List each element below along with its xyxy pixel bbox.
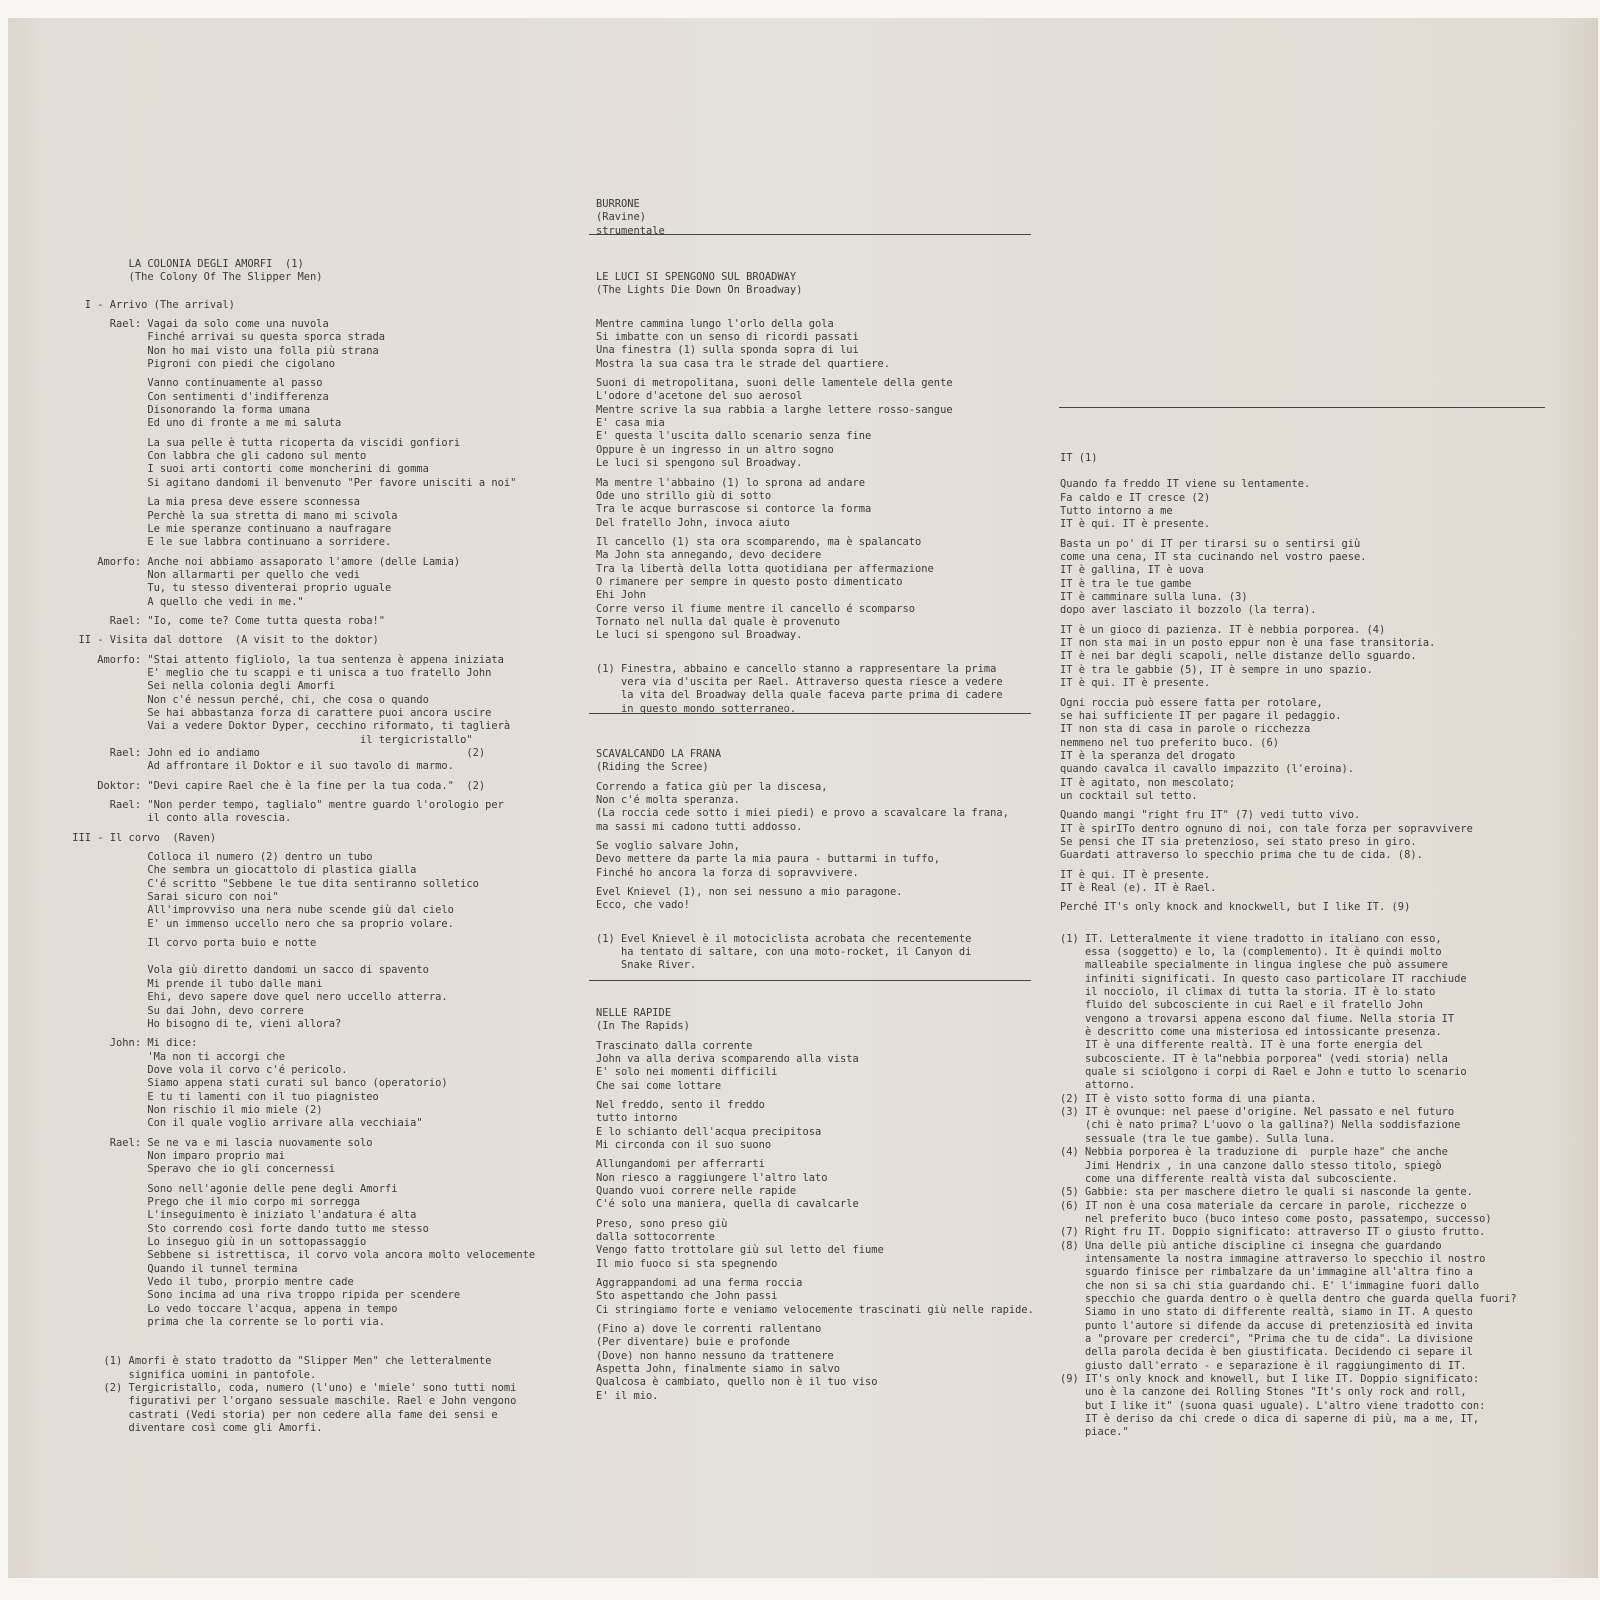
lyric-line: L'odore d'acetone del suo aerosol [596,390,803,403]
lyric-line: Trascinato dalla corrente [596,1039,753,1052]
section-title: (In The Rapids) [596,1020,690,1033]
spacer [596,913,1034,933]
lyric-line: Ho bisogno di te, vieni allora? [66,1017,342,1030]
lyric-line: Amorfo: "Stai attento figliolo, la tua sentenza è appena iniziata [66,653,504,666]
lyric-line: Vedo il tubo, prorpio mentre cade [66,1276,354,1289]
footnote: (chi è nato prima? L'uovo o la gallina?) Nella soddisfazione [1060,1119,1461,1132]
footnote: è descritto come una misteriosa ed intossicante presenza. [1060,1026,1442,1039]
spacer [596,973,1034,1007]
lyric-line: Mentre cammina lungo l'orlo della gola [596,317,834,330]
lyric-line: E' solo nei momenti difficili [596,1066,778,1079]
lyric-line: IT è spirITo dentro ognuno di noi, con tale forza per sopravvivere [1060,822,1473,835]
lyric-line: IT è Real (e). IT è Rael. [1060,881,1217,894]
lyric-line: La mia presa deve essere sconnessa [66,496,361,509]
lyric-line: Che sai come lottare [596,1079,722,1092]
lyric-line: Si agitano dandomi il benvenuto "Per favore unisciti a noi" [66,476,517,489]
footnote: quale si sciolgono i corpi di Rael e John e tutto lo scenario [1060,1066,1467,1079]
footnote: vengono a trovarsi appena escono dal fiume. Nella storia IT [1060,1012,1455,1025]
footnote: sguardo finisce per rimbalzare da un'immagine all'altra fino a [1060,1266,1473,1279]
footnote: but I like it" (suona quasi uguale). L'altro viene tradotto con: [1060,1399,1486,1412]
lyric-line: Doktor: "Devi capire Rael che è la fine per la tua coda." (2) [66,779,486,792]
lyric-line: Vanno continuamente al passo [66,377,323,390]
lyric-line: (Fino a) dove le correnti rallentano [596,1323,822,1336]
footnote: (4) Nebbia porporea è la traduzione di purple haze" che anche [1060,1146,1448,1159]
lyric-line: Aggrappandomi ad una ferma roccia [596,1277,803,1289]
footnote: (9) IT's only knock and knowell, but I like IT. Doppio significato: [1060,1373,1480,1385]
lyric-line: Le luci si spengono sul Broadway. [596,629,803,642]
lyric-line: Ad affrontare il Doktor e il suo tavolo di marmo. [66,760,454,773]
lyric-line: Mi circonda con il suo suono [596,1138,772,1151]
lyric-line: Sarai sicuro con noi" [66,891,279,904]
lyric-line: Non ho mai visto una folla più strana [66,344,379,357]
lyric-line: Sei nella colonia degli Amorfi [66,680,335,693]
section-subtitle: (The Colony Of The Slipper Men) [66,271,323,284]
footnote: giusto dall'errato - e separazione è il raggiungimento di IT. [1060,1359,1467,1372]
footnote: (2) IT è visto sotto forma di una pianta. [1060,1092,1317,1105]
lyric-line: Ode uno strillo giù di sotto [596,489,772,502]
lyric-line: Quando fa freddo IT viene su lentamente. [1060,478,1311,491]
lyric-line: (La roccia cede sotto i miei piedi) e provo a scavalcare la frana, [596,807,1009,820]
lyric-line: dopo aver lasciato il bozzolo (la terra). [1060,604,1317,617]
lyric-line: Se voglio salvare John, [596,840,740,853]
footnote: Snake River. [596,959,697,972]
footnote: sessuale (tra le tue gambe). Sulla luna. [1060,1132,1336,1145]
lyric-line: Tornato nel nulla dal quale è provenuto [596,615,840,628]
footnote: in questo mondo sotterraneo. [596,702,797,715]
lyric-line: Nel freddo, sento il freddo [596,1098,765,1111]
lyric-line: Tra le acque burrascose si contorce la forma [596,503,872,516]
section-title: IT (1) [1060,452,1098,464]
lyric-line: Tra la libertà della lotta quotidiana per affermazione [596,562,934,575]
divider [1059,407,1545,408]
footnote: significa uomini in pantofole. [66,1368,317,1381]
lyric-line: Vola giù diretto dandomi un sacco di spavento [66,964,429,977]
lyric-line: Rael: Se ne va e mi lascia nuovamente solo [66,1136,373,1149]
part-heading: II - Visita dal dottore (A visit to the doktor) [66,634,379,647]
footnote: (1) Amorfi è stato tradotto da "Slipper Men" che letteralmente [66,1355,492,1368]
lyric-line: E' il mio. [596,1389,659,1402]
section-title: NELLE RAPIDE [596,1006,672,1019]
lyric-line: Non riesco a raggiungere l'altro lato [596,1171,828,1184]
lyric-line: Fa caldo e IT cresce (2) [1060,491,1211,504]
lyric-line: Vai a vedere Doktor Dyper, cecchino riformato, ti taglierà [66,720,511,733]
spacer [596,298,1034,318]
lyric-line: C'é solo una maniera, quella di cavalcarle [596,1198,859,1211]
lyric-line: (Per diventare) buie e profonde [596,1336,790,1349]
lyric-sheet [8,18,1598,1578]
lyric-line: Mostra la sua casa tra le strade del quartiere. [596,357,891,370]
lyric-line: Se hai abbastanza forza di carattere puoi ancora uscire [66,706,492,719]
footnote: figurativi per l'organo sessuale maschile. Rael e John vengono [66,1395,517,1408]
lyric-line: Ed uno di fronte a me mi saluta [66,417,342,430]
lyric-line: IT è qui. IT è presente. [1060,868,1211,881]
part-heading: III - Il corvo (Raven) [66,831,217,844]
lyric-line: IT è qui. IT è presente. [1060,518,1211,531]
footnote: della parola decida è ben giustificata. Decidendo ci separe il [1060,1346,1473,1359]
lyric-line: Evel Knievel (1), non sei nessuno a mio paragone. [596,886,903,899]
footnote: subcosciente. IT è la"nebbia porporea" (vedi storia) nella [1060,1052,1448,1065]
column-it [1060,452,1517,1440]
lyric-line: Ehi, devo sapere dove quel nero uccello atterra. [66,991,448,1004]
lyric-line: Dove vola il corvo c'é pericolo. [66,1063,348,1076]
lyric-line: Ma mentre l'abbaino (1) lo sprona ad andare [596,476,865,489]
spacer [596,238,1034,271]
footnote: il nocciolo, il climax di tutta la storia. IT è lo stato [1060,986,1436,999]
footnote: castrati (Vedi storia) per non cedere alla fame dei sensi e [66,1408,498,1421]
lyric-line: Il corvo porta buio e notte [66,937,317,950]
lyric-line: All'improvviso una nera nube scende giù dal cielo [66,904,454,917]
lyric-line: Rael: "Io, come te? Come tutta questa roba!" [66,614,386,627]
lyric-line: Rael: John ed io andiamo (2) [66,747,486,759]
lyric-line: Vengo fatto trottolare giù sul letto del fiume [596,1244,884,1257]
column-broadway [596,198,1034,1403]
lyric-line: IT è camminare sulla luna. (3) [1060,591,1248,604]
lyric-line: IT è tra le gabbie (5), IT è sempre in uno spazio. [1060,663,1373,676]
footnote: malleabile specialmente in lingua inglese che può assumere [1060,959,1448,972]
lyric-line: Una finestra (1) sulla sponda sopra di lui [596,344,859,357]
lyric-line: Perchè la sua stretta di mano mi scivola [66,509,398,522]
footnote: (3) IT è ovunque: nel paese d'origine. Nel passato e nel futuro [1060,1106,1455,1119]
footnote: (1) IT. Letteralmente it viene tradotto in italiano con esso, [1060,932,1442,945]
lyric-line: Allungandomi per afferrarti [596,1158,765,1171]
lyric-line: il conto alla rovescia. [66,812,292,825]
lyric-line: Non c'é nessun perché, chi, che cosa o quando [66,693,429,706]
lyric-line: Finché arrivai su questa sporca strada [66,331,386,344]
lyric-line: Siamo appena stati curati sul banco (operatorio) [66,1077,448,1090]
section-title: (Ravine) [596,211,647,224]
lyric-line: 'Ma non ti accorgi che [66,1050,285,1063]
section-title: LE LUCI SI SPENGONO SUL BROADWAY [596,271,797,284]
spacer [66,285,535,299]
lyric-line: E le sue labbra continuano a sorridere. [66,536,392,549]
lyric-line: IT è qui. IT è presente. [1060,677,1211,690]
footnote: (7) Right fru IT. Doppio significato: attraverso IT o giusto frutto. [1060,1226,1486,1239]
lyric-line: O rimanere per sempre in questo posto dimenticato [596,575,903,588]
lyric-line: Le mie speranze continuano a naufragare [66,522,392,535]
lyric-line: IT è un gioco di pazienza. IT è nebbia porporea. (4) [1060,623,1386,636]
footnote: Jimi Hendrix , in una canzone dallo stesso titolo, spiegò [1060,1159,1442,1172]
footnote: essa (soggetto) e lo, la (complemento). It è quindi molto [1060,946,1442,958]
lyric-line: Del fratello John, invoca aiuto [596,516,790,529]
footnote: (6) IT non è una cosa materiale da cercare in parole, ricchezze o [1060,1199,1467,1212]
section-title: strumentale [596,224,665,237]
lyric-line: E' casa mia [596,417,665,430]
footnote: uno è la canzone dei Rolling Stones "It's only rock and roll, [1060,1386,1467,1399]
lyric-line: Non imparo proprio mai [66,1149,285,1162]
lyric-line: I suoi arti contorti come moncherini di gomma [66,463,429,476]
footnote: (1) Evel Knievel è il motociclista acrobata che recentemente [596,932,972,945]
section-title: LA COLONIA DEGLI AMORFI (1) [66,258,304,270]
footnote: come una differente realtà vista dal subcosciente. [1060,1172,1398,1185]
lyric-line: La sua pelle è tutta ricoperta da viscidi gonfiori [66,436,461,449]
lyric-line: IT non sta di casa in parole o ricchezza [1060,723,1311,736]
lyric-line: dalla sottocorrente [596,1230,715,1243]
lyric-line: nemmeno nel tuo preferito buco. (6) [1060,736,1279,749]
lyric-line: ma sassi mi cadono tutti addosso. [596,820,803,833]
lyric-line: Guardati attraverso lo specchio prima che tu de cida. (8). [1060,849,1423,862]
footnote: (1) Finestra, abbaino e cancello stanno a rappresentare la prima [596,662,997,675]
lyric-line: prima che la corrente se lo porti via. [66,1316,386,1329]
lyric-line: Non c'é molta speranza. [596,794,740,807]
spacer [66,950,535,964]
lyric-line: Che sembra un giocattolo di plastica gialla [66,864,417,877]
lyric-line: Aspetta John, finalmente siamo in salvo [596,1363,840,1376]
lyric-line: Devo mettere da parte la mia paura - buttarmi in tuffo, [596,853,941,866]
section-title: (The Lights Die Down On Broadway) [596,284,803,297]
footnote: infiniti significati. In questo caso particolare IT racchiude [1060,972,1467,985]
lyric-line: Qualcosa è cambiato, quello non è il tuo viso [596,1376,878,1389]
lyric-line: Sto correndo così forte dando tutto me stesso [66,1222,429,1235]
lyric-line: Disonorando la forma umana [66,404,310,417]
footnote: a "provare per crederci", "Prima che tu de cida". La divisione [1060,1332,1473,1345]
lyric-line: Ogni roccia può essere fatta per rotolare, [1060,696,1323,709]
lyric-line: IT è agitato, non mescolato; [1060,776,1236,789]
lyric-line: IT non sta mai in un posto eppur non è una fase transitoria. [1060,637,1436,650]
lyric-line: Amorfo: Anche noi abbiamo assaporato l'amore (delle Lamia) [66,555,461,568]
footnote: IT è una differente realtà. IT è una forte energia del [1060,1039,1423,1052]
lyric-line: Tu, tu stesso diventerai proprio uguale [66,582,392,595]
spacer [1060,915,1517,933]
footnote: vera via d'uscita per Rael. Attraverso questa riesce a vedere [596,675,1003,688]
column-colonia-amorfi [66,258,535,1435]
lyric-line: il tergicristallo" [66,733,473,746]
lyric-line: Non rischio il mio miele (2) [66,1103,323,1116]
lyric-line: Sebbene si istrettisca, il corvo vola ancora molto velocemente [66,1249,536,1262]
lyric-line: Speravo che io gli concernessi [66,1163,335,1176]
spacer [66,1329,535,1355]
lyric-line: Correndo a fatica giù per la discesa, [596,780,828,793]
lyric-line: Se pensi che IT sia pretenzioso, sei stato preso in giro. [1060,835,1417,848]
lyric-line: John: Mi dice: [66,1037,198,1050]
lyric-line: Il mio fuoco si sta spegnendo [596,1257,778,1270]
lyric-line: L'inseguimento è iniziato l'andatura é alta [66,1209,417,1222]
lyric-line: (Dove) non hanno nessuno da trattenere [596,1349,834,1362]
section-title: BURRONE [596,198,640,210]
lyric-line: E lo schianto dell'acqua precipitosa [596,1125,822,1138]
footnote: fluido del subcosciente in cui Rael e il fratello John [1060,999,1423,1012]
lyric-line: Oppure è un ingresso in un altro sogno [596,443,834,456]
footnote: (8) Una delle più antiche discipline ci insegna che guardando [1060,1239,1442,1252]
lyric-line: IT è tra le tue gambe [1060,577,1192,590]
lyric-line: C'é scritto "Sebbene le tue dita sentiranno solletico [66,877,479,890]
lyric-line: Mi prende il tubo dalle mani [66,977,323,990]
lyric-line: IT è gallina, IT è uova [1060,564,1204,577]
footnote: IT è deriso da chi crede o dica di saperne di più, ma a me, IT, [1060,1413,1480,1426]
lyric-line: Perché IT's only knock and knockwell, but I like IT. (9) [1060,901,1411,914]
lyric-line: E' meglio che tu scappi e ti unisca a tuo fratello John [66,666,492,679]
lyric-line: Prego che il mio corpo mi sorregga [66,1195,361,1208]
footnote: attorno. [1060,1079,1136,1092]
lyric-line: Finché ho ancora la forza di sopravvivere. [596,866,859,879]
lyric-line: Sono incima ad una riva troppo ripida per scendere [66,1289,461,1302]
lyric-line: Le luci si spengono sul Broadway. [596,457,803,470]
footnote: la vita del Broadway della quale faceva parte prima di cadere [596,689,1003,702]
footnote: piace." [1060,1426,1129,1439]
lyric-line: Basta un po' di IT per tirarsi su o sentirsi giù [1060,537,1361,550]
lyric-line: Lo inseguo giù in un sottopassaggio [66,1236,367,1248]
lyric-line: Si imbatte con un senso di ricordi passati [596,331,859,344]
lyric-line: Preso, sono preso giù [596,1217,728,1230]
spacer [596,716,1034,748]
lyric-line: Tutto intorno a me [1060,505,1173,518]
footnote: nel preferito buco (buco inteso come posto, passatempo, successo) [1060,1212,1492,1225]
footnote: specchio che guarda dentro o è quella dentro che guarda quella fuori? [1060,1292,1517,1305]
lyric-line: Non allarmarti per quello che vedi [66,568,361,581]
lyric-line: Corre verso il fiume mentre il cancello é scomparso [596,602,916,615]
lyric-line: Quando il tunnel termina [66,1262,298,1275]
lyric-line: Sono nell'agonie delle pene degli Amorfi [66,1182,398,1195]
lyric-line: John va alla deriva scomparendo alla vista [596,1052,859,1065]
spacer [596,643,1034,663]
section-title: (Riding the Scree) [596,761,709,774]
footnote: Siamo in uno stato di differente realtà, siamo in IT. A questo [1060,1306,1473,1319]
lyric-line: Con labbra che gli cadono sul mento [66,450,367,463]
footnote: punto l'autore si difende da accuse di pretenziosità ed invita [1060,1319,1473,1332]
lyric-line: Rael: "Non perder tempo, taglialo" mentre guardo l'orologio per [66,799,504,812]
lyric-line: tutto intorno [596,1112,678,1125]
lyric-line: Ecco, che vado! [596,899,690,912]
footnote: ha tentato di saltare, con una moto-rocket, il Canyon di [596,946,972,959]
lyric-line: E' questa l'uscita dallo scenario senza fine [596,430,872,443]
footnote: (2) Tergicristallo, coda, numero (l'uno) e 'miele' sono tutti nomi [66,1382,517,1395]
footnote: (5) Gabbie: sta per maschere dietro le quali si nasconde la gente. [1060,1186,1473,1199]
footnote: diventare così come gli Amorfi. [66,1422,323,1435]
lyric-line: Quando vuoi correre nelle rapide [596,1184,797,1197]
lyric-line: Ci stringiamo forte e veniamo velocemente trascinati giù nelle rapide. [596,1303,1034,1316]
lyric-line: Rael: Vagai da solo come una nuvola [66,318,329,331]
lyric-line: Pigroni con piedi che cigolano [66,358,335,371]
lyric-line: IT è la speranza del drogato [1060,749,1236,762]
lyric-line: un cocktail sul tetto. [1060,789,1198,802]
lyric-line: quando cavalca il cavallo impazzito (l'eroina). [1060,763,1355,776]
lyric-line: Con il quale voglio arrivare alla vecchiaia" [66,1117,423,1130]
lyric-line: Suoni di metropolitana, suoni delle lamentele della gente [596,377,953,390]
lyric-line: A quello che vedi in me." [66,595,304,608]
lyric-line: Quando mangi "right fru IT" (7) vedi tutto vivo. [1060,809,1361,822]
lyric-line: IT è nei bar degli scapoli, nelle distanze dello sguardo. [1060,650,1417,663]
lyric-line: Ma John sta annegando, devo decidere [596,549,822,562]
lyric-line: come una cena, IT sta cucinando nel vostro paese. [1060,551,1367,564]
lyric-line: E tu ti lamenti con il tuo piagnisteo [66,1090,379,1103]
lyric-line: Lo vedo toccare l'acqua, appena in tempo [66,1302,398,1315]
lyric-line: Ehi John [596,589,647,602]
section-title: SCAVALCANDO LA FRANA [596,748,722,760]
lyric-line: E' un immenso uccello nero che sa proprio volare. [66,917,454,930]
footnote: che non si sa chi stia guardando chi. E' l'immagine fuori dallo [1060,1279,1480,1292]
lyric-line: Il cancello (1) sta ora scomparendo, ma è spalancato [596,535,922,548]
spacer [1060,465,1517,478]
lyric-line: Sto aspettando che John passi [596,1290,778,1303]
lyric-line: Con sentimenti d'indifferenza [66,390,329,403]
lyric-line: se hai sufficiente IT per pagare il pedaggio. [1060,709,1342,722]
footnote: intensamente la nostra immagine attraverso lo specchio il nostro [1060,1252,1486,1265]
part-heading: I - Arrivo (The arrival) [66,298,235,311]
lyric-line: Colloca il numero (2) dentro un tubo [66,851,373,864]
lyric-line: Su dai John, devo correre [66,1004,304,1017]
lyric-line: Mentre scrive la sua rabbia a larghe lettere rosso-sangue [596,403,953,416]
